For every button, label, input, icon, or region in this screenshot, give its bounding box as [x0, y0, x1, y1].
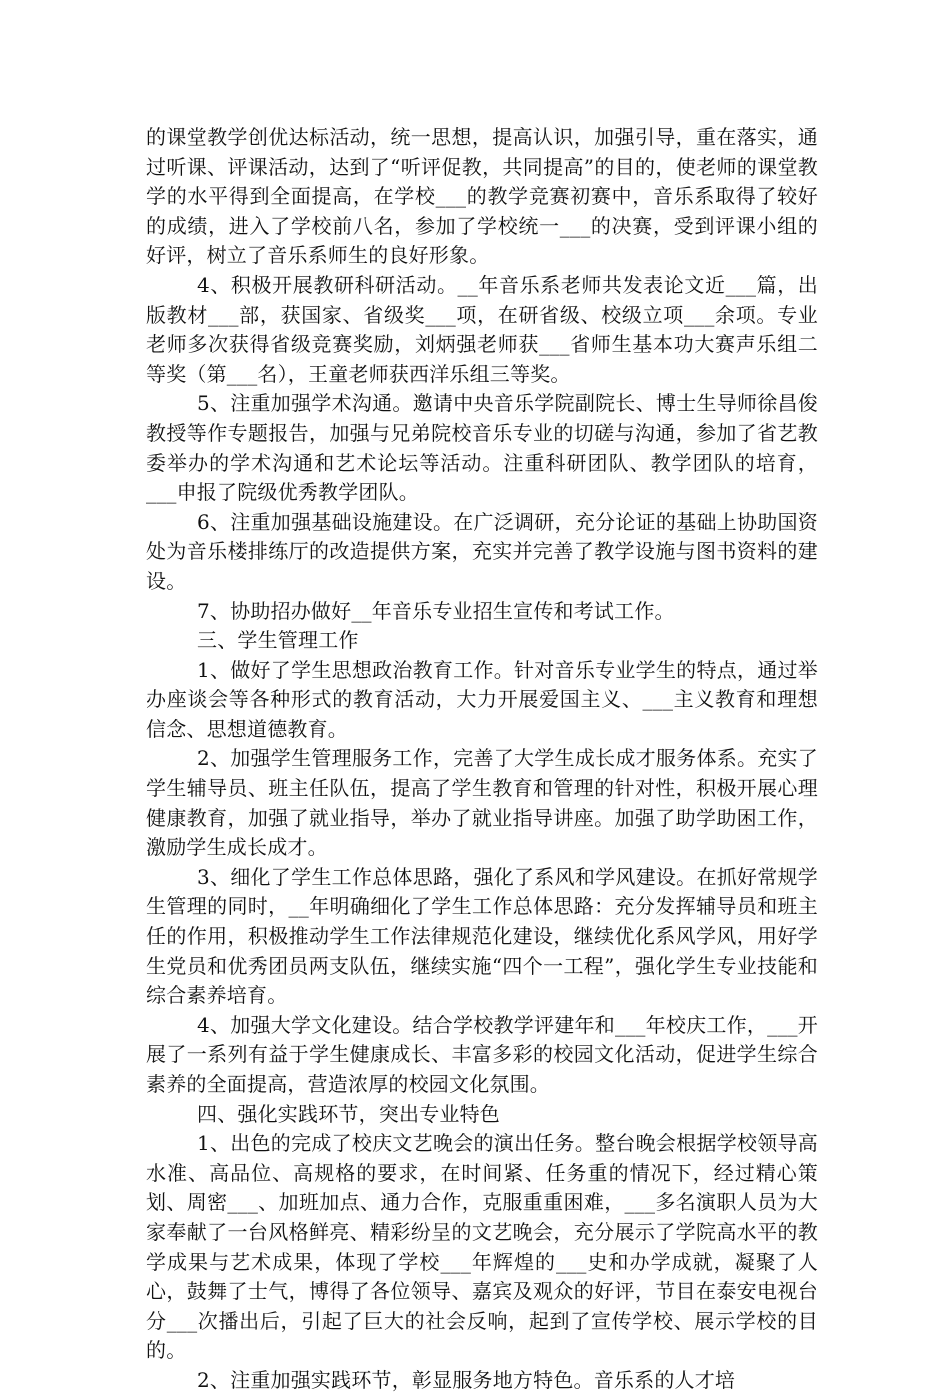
paragraph-political-education: 1、做好了学生思想政治教育工作。针对音乐专业学生的特点，通过举办座谈会等各种形式的教育活动，大力开展爱国主义、___主义教育和理想信念、思想道德教育。 [146, 657, 818, 741]
section-heading-student-management: 三、学生管理工作 [197, 628, 359, 653]
document-body [146, 123, 818, 1396]
paragraph-research: 4、积极开展教研科研活动。__年音乐系老师共发表论文近___篇，出版教材___部，获国家、省级奖___项，在研省级、校级立项___余项。专业老师多次获得省级竞赛奖励，刘炳强老师获___省师生基本功大赛声乐组二等奖（第___名），王童老师获西洋乐组三等奖。 [146, 272, 818, 386]
paragraph-academic-exchange: 5、注重加强学术沟通。邀请中央音乐学院副院长、博士生导师徐昌俊教授等作专题报告，加强与兄弟院校音乐专业的切磋与沟通，参加了省艺教委举办的学术沟通和艺术论坛等活动。注重科研团队、教学团队的培育，___申报了院级优秀教学团队。 [146, 391, 818, 505]
paragraph-continuation: 的课堂教学创优达标活动，统一思想，提高认识，加强引导，重在落实，通过听课、评课活动，达到了“听评促教，共同提高”的目的，使老师的课堂教学的水平得到全面提高，在学校___的教学竞赛初赛中，音乐系取得了较好的成绩，进入了学校前八名，参加了学校统一___的决赛，受到评课小组的好评，树立了音乐系师生的良好形象。 [146, 125, 818, 268]
paragraph-campus-culture: 4、加强大学文化建设。结合学校教学评建年和___年校庆工作，___开展了一系列有益于学生健康成长、丰富多彩的校园文化活动，促进学生综合素养的全面提高，营造浓厚的校园文化氛围。 [146, 1012, 818, 1096]
paragraph-infrastructure: 6、注重加强基础设施建设。在广泛调研，充分论证的基础上协助国资处为音乐楼排练厅的改造提供方案，充实并完善了教学设施与图书资料的建设。 [146, 509, 818, 593]
paragraph-practice-service: 2、注重加强实践环节，彰显服务地方特色。音乐系的人才培 [197, 1367, 736, 1392]
paragraph-admissions: 7、协助招办做好__年音乐专业招生宣传和考试工作。 [197, 598, 675, 623]
paragraph-student-work-approach: 3、细化了学生工作总体思路，强化了系风和学风建设。在抓好常规学生管理的同时，__年明确细化了学生工作总体思路：充分发挥辅导员和班主任的作用，积极推动学生工作法律规范化建设，继续优化系风学风，用好学生党员和优秀团员两支队伍，继续实施“四个一工程”，强化学生专业技能和综合素养培育。 [146, 864, 818, 1008]
section-heading-practice: 四、强化实践环节，突出专业特色 [197, 1101, 500, 1126]
paragraph-student-services: 2、加强学生管理服务工作，完善了大学生成长成才服务体系。充实了学生辅导员、班主任队伍，提高了学生教育和管理的针对性，积极开展心理健康教育，加强了就业指导，举办了就业指导讲座。加强了助学助困工作，激励学生成长成才。 [146, 746, 818, 860]
paragraph-anniversary-gala: 1、出色的完成了校庆文艺晚会的演出任务。整台晚会根据学校领导高水准、高品位、高规格的要求，在时间紧、任务重的情况下，经过精心策划、周密___、加班加点、通力合作，克服重重困难，___多名演职人员为大家奉献了一台风格鲜亮、精彩纷呈的文艺晚会，充分展示了学院高水平的教学成果与艺术成果，体现了学校___年辉煌的___史和办学成就，凝聚了人心，鼓舞了士气，博得了各位领导、嘉宾及观众的好评，节目在泰安电视台分___次播出后，引起了巨大的社会反响，起到了宣传学校、展示学校的目的。 [146, 1131, 818, 1363]
